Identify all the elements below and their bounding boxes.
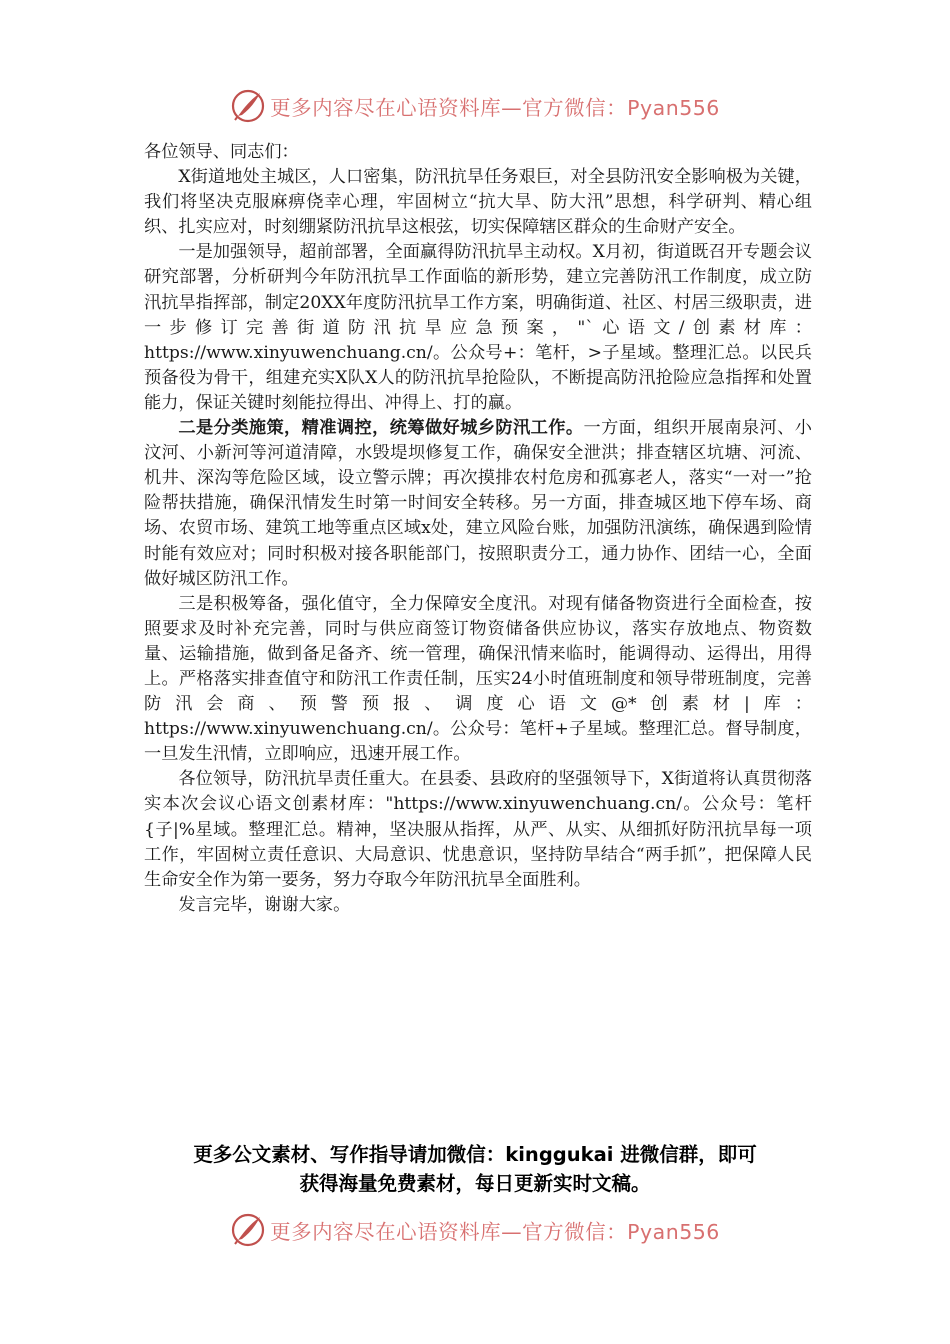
promo-line-2: 获得海量免费素材，每日更新实时文稿。	[299, 1172, 651, 1195]
promo-line-1: 更多公文素材、写作指导请加微信：kinggukai 进微信群，即可	[193, 1143, 757, 1166]
paragraph-conclusion: 各位领导，防汛抗旱责任重大。在县委、县政府的坚强领导下，X街道将认真贯彻落实本次会议心语文创素材库："https://www.xinyuwenchuang.cn/。公众号：笔杆{子|%星域。整理汇总。精神，坚决服从指挥，从严、从实、从细抓好防汛抗旱每一项工作，牢固树立责任意识、大局意识、忧患意识，坚持防旱结合“两手抓”，把保障人民生命安全作为第一要务，努力夺取今年防汛抗旱全面胜利。	[144, 769, 812, 890]
paragraph-leadership: 一是加强领导，超前部署，全面赢得防汛抗旱主动权。X月初，街道既召开专题会议研究部署，分析研判今年防汛抗旱工作面临的新形势，建立完善防汛工作制度，成立防汛抗旱指挥部，制定20XX年度防汛抗旱工作方案，明确街道、社区、村居三级职责，进一步修订完善街道防汛抗旱应急预案，"`心语文/创素材库：https://www.xinyuwenchuang.cn/。公众号+：笔杆，>子星域。整理汇总。以民兵预备役为骨干，组建充实X队X人的防汛抗旱抢险队，不断提高防汛抢险应急指挥和处置能力，保证关键时刻能拉得出、冲得上、打的赢。	[144, 242, 812, 413]
footer-brand	[0, 1208, 950, 1252]
salutation: 各位领导、同志们：	[144, 142, 299, 162]
paragraph-text: 一方面，组织开展南泉河、小汶河、小新河等河道清障，水毁堤坝修复工作，确保安全泄洪；排查辖区坑塘、河流、机井、深沟等危险区域，设立警示牌；再次摸排农村危房和孤寡老人，落实“一对一”抢险帮扶措施，确保汛情发生时第一时间安全转移。另一方面，排查城区地下停车场、商场、农贸市场、建筑工地等重点区域x处，建立风险台账，加强防汛演练，确保遇到险情时能有效应对；同时积极对接各职能部门，按照职责分工，通力协作、团结一心，全面做好城区防汛工作。	[144, 418, 812, 589]
speech-body	[144, 140, 812, 918]
header-brand	[0, 84, 950, 128]
paragraph-heading: 二是分类施策，精准调控，统筹做好城乡防汛工作。	[178, 418, 584, 439]
paragraph-classified-measures	[144, 416, 812, 592]
paragraph-intro: X街道地处主城区，人口密集，防汛抗旱任务艰巨，对全县防汛安全影响极为关键，我们将坚决克服麻痹侥幸心理，牢固树立“抗大旱、防大汛”思想，科学研判、精心组织、扎实应对，时刻绷紧防汛抗旱这根弦，切实保障辖区群众的生命财产安全。	[144, 167, 812, 238]
header-brand-text: 更多内容尽在心语资料库—官方微信：Pyan556	[270, 96, 720, 120]
closing-line: 发言完毕，谢谢大家。	[178, 894, 351, 915]
quill-pen-icon	[230, 88, 266, 124]
paragraph-preparation: 三是积极筹备，强化值守，全力保障安全度汛。对现有储备物资进行全面检查，按照要求及时补充完善，同时与供应商签订物资储备供应协议，落实存放地点、物资数量、运输措施，做到备足备齐、统一管理，确保汛情来临时，能调得动、运得出，用得上。严格落实排查值守和防汛工作责任制，压实24小时值班制度和领导带班制度，完善防汛会商、预警预报、调度心语文@*创素材|库：https://www.xinyuwenchuang.cn/。公众号：笔杆+子星域。整理汇总。督导制度，一旦发生汛情，立即响应，迅速开展工作。	[144, 593, 812, 765]
promo-notice	[0, 1140, 950, 1198]
quill-pen-icon	[230, 1212, 266, 1248]
footer-brand-text: 更多内容尽在心语资料库—官方微信：Pyan556	[270, 1220, 720, 1244]
